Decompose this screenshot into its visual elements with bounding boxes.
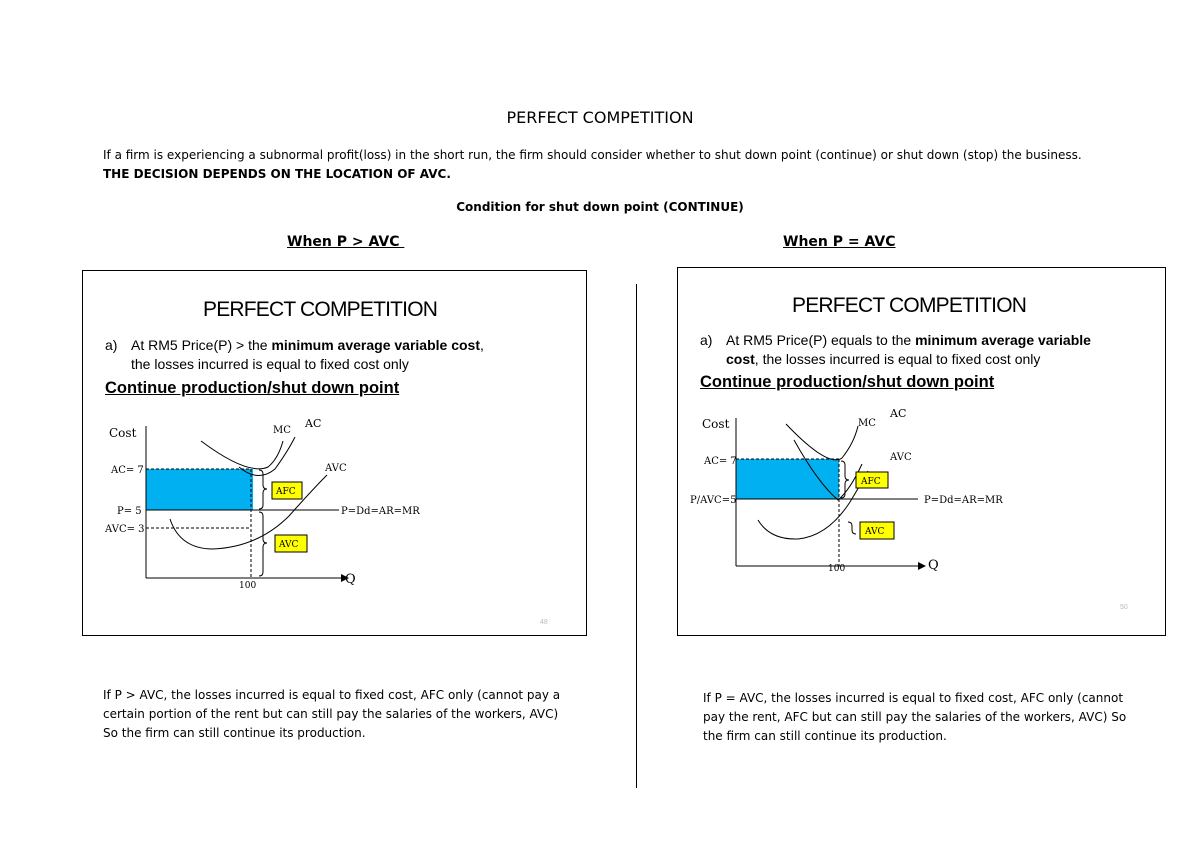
right-point-bold: minimum average variable <box>915 332 1091 348</box>
intro-paragraph <box>103 146 1103 184</box>
left-afc-box-label: AFC <box>276 487 296 497</box>
left-mc-label: MC <box>273 425 291 436</box>
left-explanation: If P > AVC, the losses incurred is equal to fixed cost, AFC only (cannot pay a certain portion of the rent but can still pay the salaries of the workers, AVC) So the firm can still continue its production. <box>103 688 561 740</box>
left-slide <box>82 270 587 636</box>
right-p-level-label: P/AVC=5 <box>690 495 737 506</box>
left-x-axis-label: Q <box>345 572 356 587</box>
left-ac-label: AC <box>305 417 322 430</box>
right-afc-brace <box>841 461 849 498</box>
left-slide-subheading: Continue production/shut down point <box>105 379 400 397</box>
right-y-axis-label: Cost <box>702 417 730 431</box>
right-explanation: If P = AVC, the losses incurred is equal to fixed cost, AFC only (cannot pay the rent, AFC but can still pay the salaries of the workers, AVC) So the firm can still continue its production. <box>703 691 1127 743</box>
right-slide <box>677 267 1166 636</box>
right-slide-title: PERFECT COMPETITION <box>792 294 1027 317</box>
column-divider <box>636 284 637 788</box>
right-mc-label: MC <box>858 418 876 429</box>
left-column-heading: When P > AVC <box>287 234 405 250</box>
right-ac-label: AC <box>890 407 907 420</box>
intro-emphasis: THE DECISION DEPENDS ON THE LOCATION OF AVC. <box>103 167 451 181</box>
left-slide-page-number: 48 <box>540 619 548 626</box>
right-ac-level-label: AC= 7 <box>704 456 737 467</box>
page-title: PERFECT COMPETITION <box>506 108 694 127</box>
right-x-arrow <box>918 562 926 570</box>
right-avc-brace <box>848 522 856 534</box>
left-avc-label: AVC <box>325 463 347 474</box>
condition-heading: Condition for shut down point (CONTINUE) <box>456 200 744 214</box>
right-point-line2-rest: , the losses incurred is equal to fixed cost only <box>754 351 1041 367</box>
right-slide-subheading: Continue production/shut down point <box>700 373 995 391</box>
right-avc-label: AVC <box>890 452 912 463</box>
left-avc-brace <box>259 512 267 576</box>
right-avc-box-label: AVC <box>865 527 885 537</box>
left-loss-area <box>146 469 253 510</box>
right-demand-label: P=Dd=AR=MR <box>924 495 1003 506</box>
left-avc-level-label: AVC= 3 <box>105 524 145 535</box>
right-loss-area <box>736 459 839 499</box>
left-x-tick-label: 100 <box>239 581 257 591</box>
left-point-suffix: , <box>479 337 484 353</box>
intro-text: If a firm is experiencing a subnormal profit(loss) in the short run, the firm should consider whether to shut down point (continue) or shut down (stop) the business. <box>103 148 1082 162</box>
right-ac-curve <box>786 424 858 460</box>
left-point-prefix: At RM5 Price(P) > the <box>131 337 272 353</box>
left-slide-title: PERFECT COMPETITION <box>203 298 438 321</box>
right-x-tick-label: 100 <box>828 564 846 574</box>
right-cost-graph <box>678 268 1165 635</box>
left-y-axis-label: Cost <box>109 426 137 440</box>
left-p-level-label: P= 5 <box>117 506 142 517</box>
left-mc-curve <box>201 441 283 469</box>
right-point-line2-bold: cost <box>726 351 755 367</box>
right-column-heading: When P = AVC <box>783 234 896 250</box>
left-ac-level-label: AC= 7 <box>111 465 144 476</box>
right-x-axis-label: Q <box>928 558 939 573</box>
left-cost-graph <box>83 271 586 635</box>
left-point-line2: the losses incurred is equal to fixed cost only <box>131 356 409 372</box>
right-slide-page-number: 50 <box>1120 604 1128 611</box>
left-demand-label: P=Dd=AR=MR <box>341 506 420 517</box>
left-point-bold: minimum average variable cost <box>271 337 480 353</box>
right-afc-box-label: AFC <box>861 477 881 487</box>
left-point-label: a) <box>105 337 118 353</box>
left-avc-box-label: AVC <box>279 540 299 550</box>
right-point-prefix: At RM5 Price(P) equals to the <box>726 332 916 348</box>
right-point-label: a) <box>700 332 713 348</box>
